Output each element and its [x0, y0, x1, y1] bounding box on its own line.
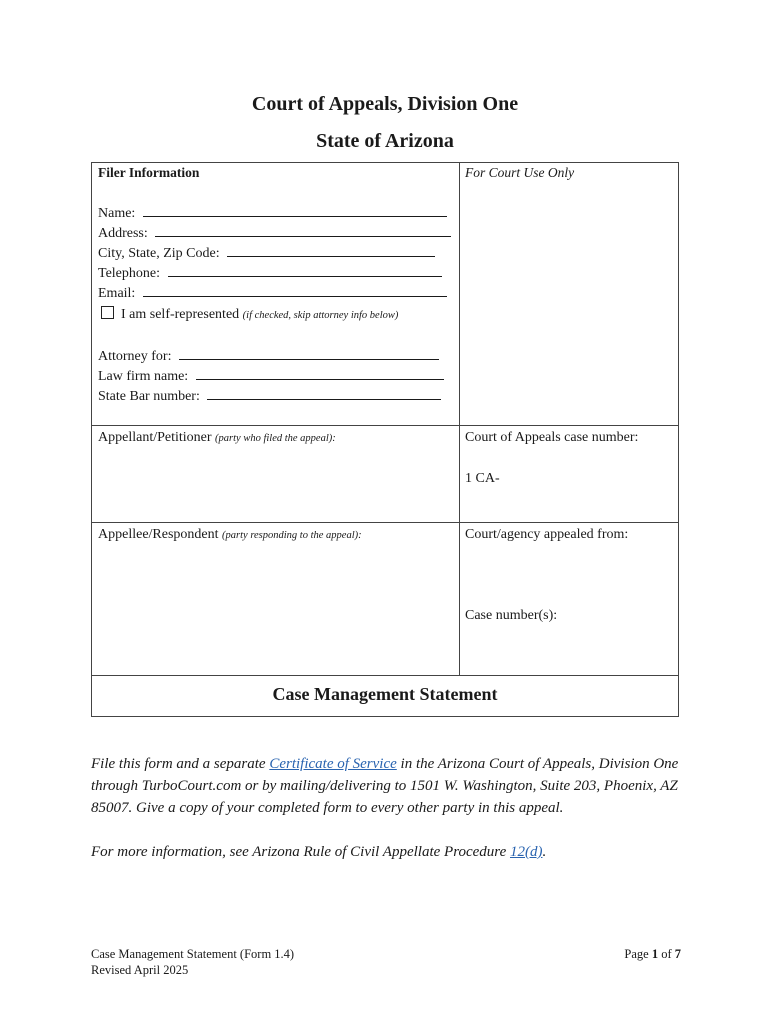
email-field[interactable] — [98, 283, 447, 304]
telephone-input-line[interactable] — [168, 263, 442, 277]
court-use-label: For Court Use Only — [465, 165, 575, 180]
court-title: Court of Appeals, Division One — [251, 93, 519, 115]
page-number — [624, 946, 681, 962]
state-title: State of Arizona — [316, 130, 454, 152]
attorney-label: Attorney for: — [98, 349, 172, 364]
instructions-text-1: File this form and a separate — [91, 756, 270, 772]
more-info-text: For more information, see Arizona Rule of Civil Appellate Procedure — [91, 844, 510, 860]
attorney-field[interactable] — [98, 346, 439, 367]
appellant-field[interactable] — [98, 428, 336, 449]
self-represented-label: I am self-represented — [121, 307, 240, 322]
filing-instructions — [91, 753, 691, 819]
email-label: Email: — [98, 286, 136, 301]
telephone-label: Telephone: — [98, 266, 160, 281]
case-number-prefix[interactable]: 1 CA- — [465, 471, 500, 486]
law-firm-input-line[interactable] — [196, 366, 444, 380]
appealed-from-label: Court/agency appealed from: — [465, 527, 629, 542]
appellant-note: (party who filed the appeal): — [215, 433, 336, 444]
law-firm-label: Law firm name: — [98, 369, 189, 384]
appellee-note: (party responding to the appeal): — [222, 530, 362, 541]
email-input-line[interactable] — [143, 283, 447, 297]
appellant-label: Appellant/Petitioner — [98, 430, 212, 445]
name-label: Name: — [98, 206, 136, 221]
rule-12d-link[interactable]: 12(d) — [509, 844, 543, 860]
bar-number-field[interactable] — [98, 386, 441, 407]
bar-number-label: State Bar number: — [98, 389, 200, 404]
telephone-field[interactable] — [98, 263, 442, 284]
form-title: Case Management Statement — [272, 684, 498, 704]
city-input-line[interactable] — [227, 243, 435, 257]
page-current: 1 — [651, 947, 659, 961]
appellee-label: Appellee/Respondent — [98, 527, 219, 542]
bar-number-input-line[interactable] — [207, 386, 441, 400]
page-total: 7 — [674, 947, 681, 961]
instructions-text-2: in the Arizona Court of Appeals, Division One through TurboCourt.com or by mailing/delivering to 1501 W. Washington, Suite 203, Phoenix, AZ 85007. Give a copy of your completed form to every other party in this appeal. — [91, 756, 679, 816]
attorney-input-line[interactable] — [179, 346, 439, 360]
row-divider — [92, 522, 678, 523]
page-of: of — [658, 947, 675, 961]
case-number-label: Court of Appeals case number: — [465, 430, 639, 445]
address-label: Address: — [98, 226, 148, 241]
self-represented-row[interactable] — [98, 305, 398, 326]
more-info-end: . — [542, 844, 547, 860]
self-represented-checkbox[interactable] — [101, 306, 114, 319]
name-field[interactable] — [98, 203, 447, 224]
self-represented-note: (if checked, skip attorney info below) — [242, 310, 399, 321]
address-field[interactable] — [98, 223, 451, 244]
footer-left — [91, 946, 294, 978]
row-divider — [92, 675, 678, 676]
filer-form — [91, 162, 679, 717]
appellee-field[interactable] — [98, 525, 362, 546]
filer-info-heading: Filer Information — [98, 165, 200, 180]
law-firm-field[interactable] — [98, 366, 444, 387]
row-divider — [92, 425, 678, 426]
case-numbers-label: Case number(s): — [465, 608, 558, 623]
name-input-line[interactable] — [143, 203, 447, 217]
city-field[interactable] — [98, 243, 435, 264]
certificate-of-service-link[interactable]: Certificate of Service — [269, 756, 397, 772]
footer-revised: Revised April 2025 — [91, 963, 189, 977]
page-prefix: Page — [624, 947, 652, 961]
address-input-line[interactable] — [155, 223, 451, 237]
city-label: City, State, Zip Code: — [98, 246, 220, 261]
more-info — [91, 841, 691, 863]
footer-form-name: Case Management Statement (Form 1.4) — [91, 947, 295, 961]
column-divider — [459, 163, 460, 675]
